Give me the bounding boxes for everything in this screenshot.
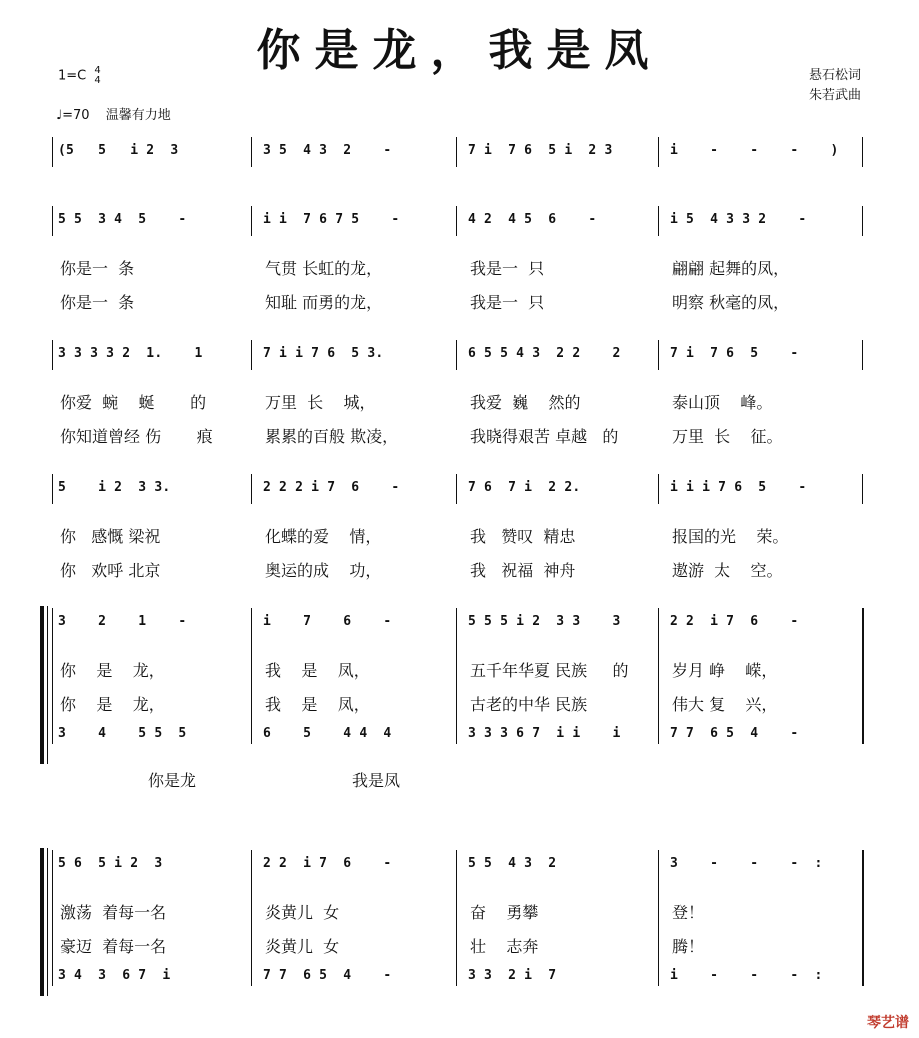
composer-credit: 朱若武曲 (808, 88, 861, 103)
lyric-segment: 万里 长 征。 (672, 427, 783, 446)
lyric-segment: 累累的百般 欺凌， (265, 427, 399, 446)
lyric-segment: 五千年华夏 民族 的 (470, 661, 629, 680)
watermark-logo: 琴艺谱 (867, 1015, 909, 1031)
harmony-measure: i - - - : (670, 968, 823, 983)
bar-line (52, 340, 53, 370)
measure: 5 6 5 i 2 3 (58, 856, 163, 871)
lyric-segment: 奋 勇攀 (470, 903, 539, 922)
harmony-measure: 3 4 3 6 7 i (58, 968, 171, 983)
bar-line (658, 474, 659, 504)
lyric-segment: 登！ (672, 903, 705, 922)
time-signature (94, 66, 100, 86)
measure: 5 i 2 3 3. (58, 480, 171, 495)
lyric-segment: 我晓得艰苦 卓越 的 (470, 427, 619, 446)
bar-line (862, 850, 864, 986)
key-signature (58, 66, 101, 86)
measure: 7 i 7 6 5 i 2 3 (468, 143, 613, 158)
measure: 3 2 1 - (58, 614, 187, 629)
measure: 5 5 4 3 2 (468, 856, 557, 871)
lyric-segment: 明察 秋毫的凤， (672, 293, 790, 312)
bar-line (52, 474, 53, 504)
tempo-value: ♩=70 (56, 108, 90, 123)
bar-line (658, 340, 659, 370)
lyric-segment: 你是一 条 (60, 259, 135, 278)
bar-line (251, 474, 252, 504)
bar-line (456, 340, 457, 370)
harmony-measure: 3 4 5 5 5 (58, 726, 187, 741)
lyric-segment: 你爱 蜿 蜒 的 (60, 393, 207, 412)
bar-line (862, 474, 863, 504)
bar-line (251, 608, 252, 744)
lyric-segment: 气贯 长虹的龙， (265, 259, 383, 278)
harmony-measure: 7 7 6 5 4 - (670, 726, 799, 741)
lyric-segment: 壮 志奔 (470, 937, 539, 956)
bar-line (251, 850, 252, 986)
bar-line (456, 608, 457, 744)
bar-line (456, 206, 457, 236)
harmony-measure: 7 7 6 5 4 - (263, 968, 392, 983)
bar-line (862, 206, 863, 236)
bar-line (658, 850, 659, 986)
lyric-segment: 我 祝福 神舟 (470, 561, 576, 580)
bar-line (658, 137, 659, 167)
lyric-segment: 你 是 龙， (60, 661, 165, 680)
harmony-lyric: 你是龙 (148, 771, 197, 790)
lyric-segment: 我爱 巍 然的 (470, 393, 581, 412)
notation-line (54, 856, 866, 916)
bar-line (658, 608, 659, 744)
bar-line (456, 474, 457, 504)
key-label: 1=C (58, 68, 87, 84)
bar-line (251, 340, 252, 370)
system-brace (40, 606, 52, 764)
measure: 6 5 5 4 3 2 2 2 (468, 346, 621, 361)
lyric-segment: 翩翩 起舞的凤， (672, 259, 790, 278)
measure: 2 2 i 7 6 - (263, 856, 392, 871)
harmony-line (54, 968, 866, 1028)
measure: 5 5 3 4 5 - (58, 212, 187, 227)
bar-line (862, 340, 863, 370)
lyric-segment: 遨游 太 空。 (672, 561, 783, 580)
lyric-segment: 报国的光 荣。 (672, 527, 789, 546)
lyric-segment: 你 欢呼 北京 (60, 561, 161, 580)
measure: 2 2 i 7 6 - (670, 614, 799, 629)
lyric-segment: 炎黄儿 女 (265, 903, 340, 922)
measure: i i i 7 6 5 - (670, 480, 807, 495)
lyric-segment: 你 是 龙， (60, 695, 165, 714)
lyric-segment: 知耻 而勇的龙， (265, 293, 383, 312)
lyric-segment: 炎黄儿 女 (265, 937, 340, 956)
bar-line (52, 850, 53, 986)
lyric-segment: 我是一 只 (470, 293, 545, 312)
lyric-segment: 我 是 凤， (265, 695, 370, 714)
bar-line (251, 206, 252, 236)
tempo-mark (56, 104, 171, 123)
measure: i i 7 6 7 5 - (263, 212, 400, 227)
measure: 2 2 2 i 7 6 - (263, 480, 400, 495)
harmony-measure: 3 3 2 i 7 (468, 968, 557, 983)
time-bottom: 4 (94, 75, 101, 86)
lyric-segment: 万里 长 城， (265, 393, 376, 412)
lyric-segment: 激荡 着每一名 (60, 903, 167, 922)
measure: 3 - - - : (670, 856, 823, 871)
bar-line (251, 137, 252, 167)
measure: 7 i 7 6 5 - (670, 346, 799, 361)
bar-line (862, 608, 864, 744)
harmony-measure: 3 3 3 6 7 i i i (468, 726, 621, 741)
lyric-segment: 化蝶的爱 情， (265, 527, 382, 546)
lyric-segment: 伟大 复 兴， (672, 695, 778, 714)
bar-line (862, 137, 863, 167)
lyric-segment: 我 是 凤， (265, 661, 370, 680)
system-brace (40, 848, 52, 996)
measure: 4 2 4 5 6 - (468, 212, 597, 227)
bar-line (456, 850, 457, 986)
expression-mark: 温馨有力地 (105, 108, 171, 123)
lyric-segment: 我是一 只 (470, 259, 545, 278)
lyricist-credit: 悬石松词 (808, 68, 861, 83)
notation-line (54, 143, 866, 203)
lyric-segment: 奥运的成 功， (265, 561, 382, 580)
measure: 3 5 4 3 2 - (263, 143, 392, 158)
song-title: 你是龙，我是凤 (256, 25, 663, 76)
measure: 3 3 3 3 2 1. 1 (58, 346, 203, 361)
measure: 7 i i 7 6 5 3. (263, 346, 384, 361)
lyric-segment: 豪迈 着每一名 (60, 937, 167, 956)
measure: i - - - ) (670, 143, 839, 158)
measure: 7 6 7 i 2 2. (468, 480, 581, 495)
bar-line (658, 206, 659, 236)
time-top: 4 (94, 65, 101, 76)
measure: i 5 4 3 3 2 - (670, 212, 807, 227)
lyric-segment: 古老的中华 民族 (470, 695, 588, 714)
harmony-measure: 6 5 4 4 4 (263, 726, 392, 741)
lyric-segment: 岁月 峥 嵘， (672, 661, 778, 680)
measure: (5 5 i 2 3 (58, 143, 179, 158)
bar-line (52, 608, 53, 744)
measure: i 7 6 - (263, 614, 392, 629)
bar-line (456, 137, 457, 167)
lyric-segment: 我 赞叹 精忠 (470, 527, 576, 546)
lyric-segment: 你知道曾经 伤 痕 (60, 427, 213, 446)
bar-line (52, 137, 53, 167)
measure: 5 5 5 i 2 3 3 3 (468, 614, 621, 629)
bar-line (52, 206, 53, 236)
lyric-segment: 腾！ (672, 937, 705, 956)
lyric-segment: 泰山顶 峰。 (672, 393, 773, 412)
lyric-segment: 你是一 条 (60, 293, 135, 312)
lyric-segment: 你 感慨 梁祝 (60, 527, 161, 546)
harmony-lyric: 我是凤 (352, 771, 401, 790)
